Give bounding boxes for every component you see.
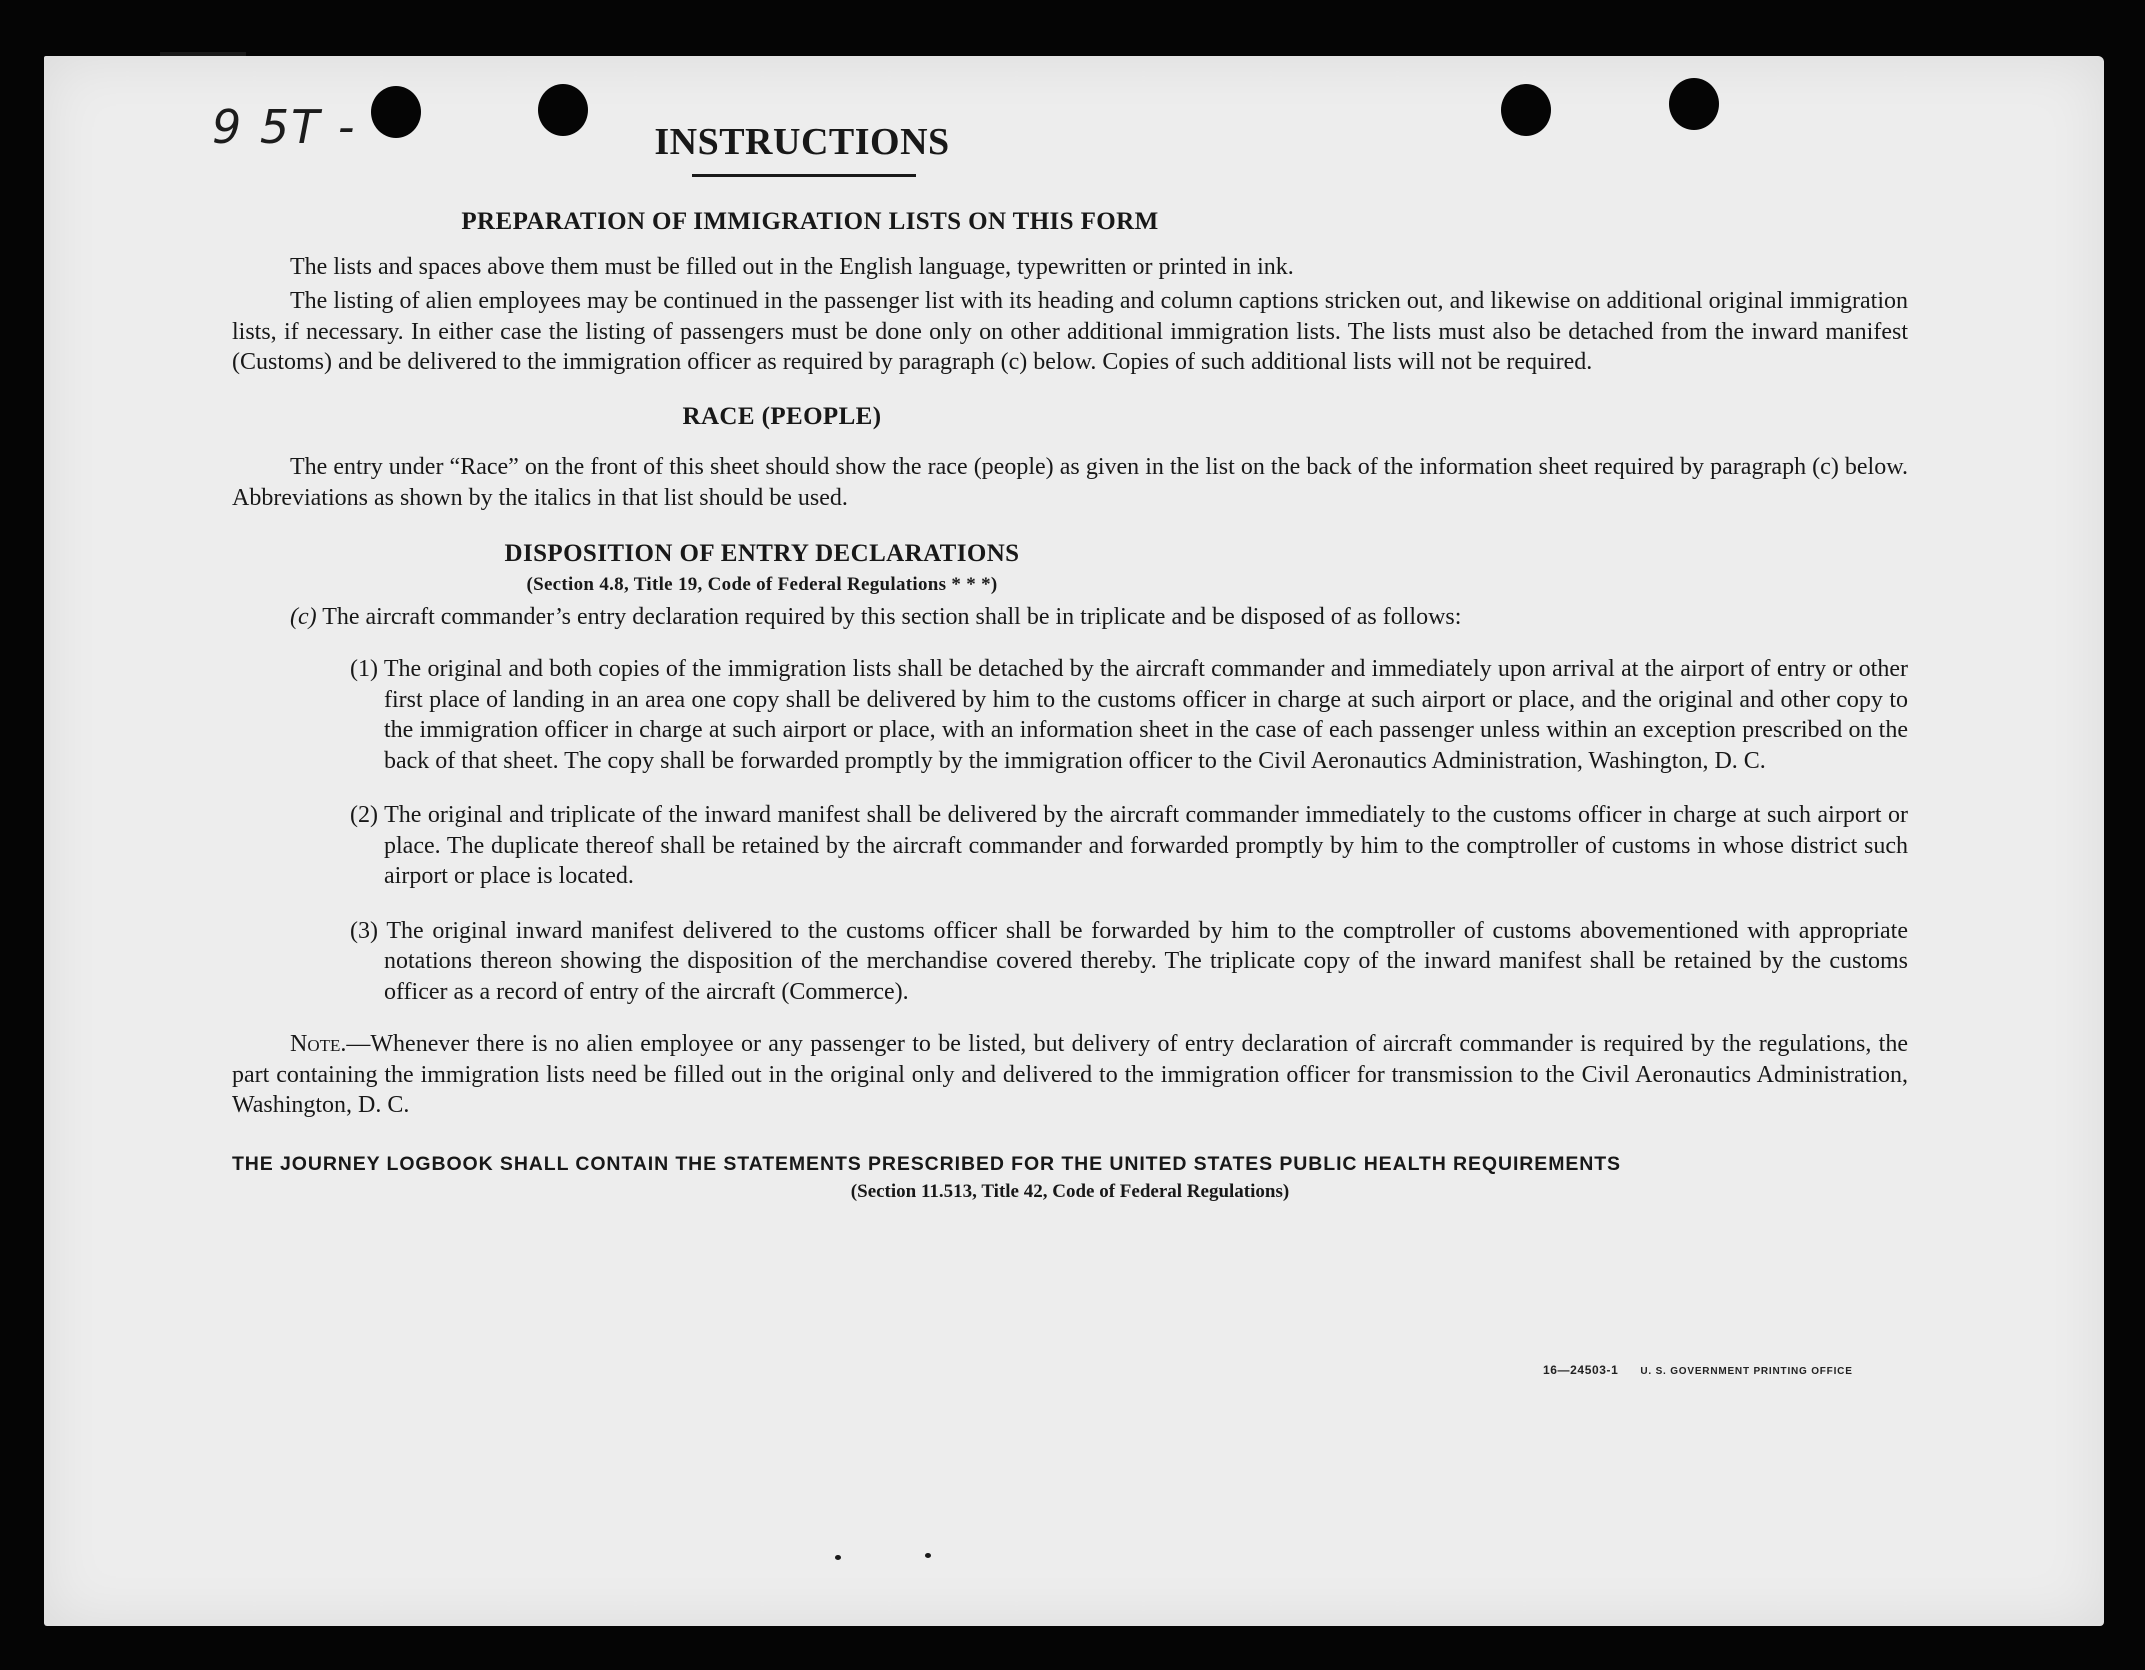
item-1-number: (1)	[350, 656, 378, 682]
printing-office-mark	[1543, 1363, 1853, 1377]
note-paragraph	[232, 1029, 1908, 1121]
item-3-text: The original inward manifest delivered to the customs officer shall be forwarded by him to the comptroller of customs abovementioned with appropriate notations thereon showing the disposition of the merchandise covered thereby. The triplicate copy of the inward manifest shall be retained by the customs officer as a record of entry of the aircraft (Commerce).	[384, 917, 1908, 1005]
note-label: Note.	[290, 1031, 347, 1057]
disposition-heading: DISPOSITION OF ENTRY DECLARATIONS	[504, 540, 1020, 567]
disposition-item-3	[350, 916, 1908, 1008]
public-health-statement: THE JOURNEY LOGBOOK SHALL CONTAIN THE STATEMENTS PRESCRIBED FOR THE UNITED STATES PUBLIC HEALTH REQUIREMENTS	[232, 1152, 1621, 1175]
disposition-item-2	[350, 800, 1908, 892]
item-2-number: (2)	[350, 802, 378, 828]
printing-office: U. S. GOVERNMENT PRINTING OFFICE	[1640, 1366, 1853, 1377]
title-underline	[692, 174, 916, 177]
top-left-scan-mark	[160, 52, 246, 56]
item-3-number: (3)	[350, 917, 378, 944]
clause-c-text: The aircraft commander’s entry declaration required by this section shall be in triplicate and be disposed of as follows:	[322, 603, 1462, 630]
form-number: 16—24503-1	[1543, 1363, 1619, 1377]
preparation-paragraph-1: The lists and spaces above them must be filled out in the English language, typewritten or printed in ink.	[290, 253, 1294, 280]
preparation-heading: PREPARATION OF IMMIGRATION LISTS ON THIS FORM	[461, 208, 1159, 235]
disposition-citation: (Section 4.8, Title 19, Code of Federal Regulations * * *)	[526, 573, 998, 595]
specks-2	[925, 1553, 931, 1558]
clause-c-label: (c)	[290, 603, 317, 630]
page-title: INSTRUCTIONS	[654, 121, 950, 163]
item-1-text: The original and both copies of the immigration lists shall be detached by the aircraft commander and immediately upon arrival at the airport of entry or other first place of landing in an area one copy shall be delivered by him to the customs officer in charge at such airport or place, and the original and other copy to the immigration officer in charge at such airport or place, with an information sheet in the case of each passenger unless within an exception prescribed on the back of that sheet. The copy shall be forwarded promptly by the immigration officer to the Civil Aeronautics Administration, Washington, D. C.	[383, 656, 1908, 774]
note-text: —Whenever there is no alien employee or any passenger to be listed, but delivery of entry declaration of aircraft commander is required by the regulations, the part containing the immigration lists need be filled out in the original only and delivered to the immigration officer for transmission to the Civil Aeronautics Administration, Washington, D. C.	[232, 1031, 1908, 1118]
race-heading: RACE (PEOPLE)	[682, 402, 882, 430]
document-body	[232, 118, 1908, 1205]
race-paragraph: The entry under “Race” on the front of this sheet should show the race (people) as given in the list on the back of the information sheet required by paragraph (c) below. Abbreviations as shown by the italics in that list should be used.	[232, 454, 1908, 511]
public-health-citation: (Section 11.513, Title 42, Code of Federal Regulations)	[850, 1181, 1290, 1202]
disposition-item-1	[350, 654, 1908, 776]
clause-c	[290, 602, 1908, 633]
preparation-paragraph-2: The listing of alien employees may be continued in the passenger list with its heading and column captions stricken out, and likewise on additional original immigration lists, if necessary. In either case the listing of passengers must be done only on other additional immigration lists. The lists must also be detached from the inward manifest (Customs) and be delivered to the immigration officer as required by paragraph (c) below. Copies of such additional lists will not be required.	[232, 288, 1908, 375]
handwritten-note: 9 5T -	[212, 100, 357, 154]
specks-1	[835, 1555, 841, 1560]
item-2-text: The original and triplicate of the inward manifest shall be delivered by the aircraft commander immediately to the customs officer in charge at such airport or place. The duplicate thereof shall be retained by the aircraft commander and forwarded promptly by him to the comptroller of customs in whose district such airport or place is located.	[384, 802, 1908, 889]
